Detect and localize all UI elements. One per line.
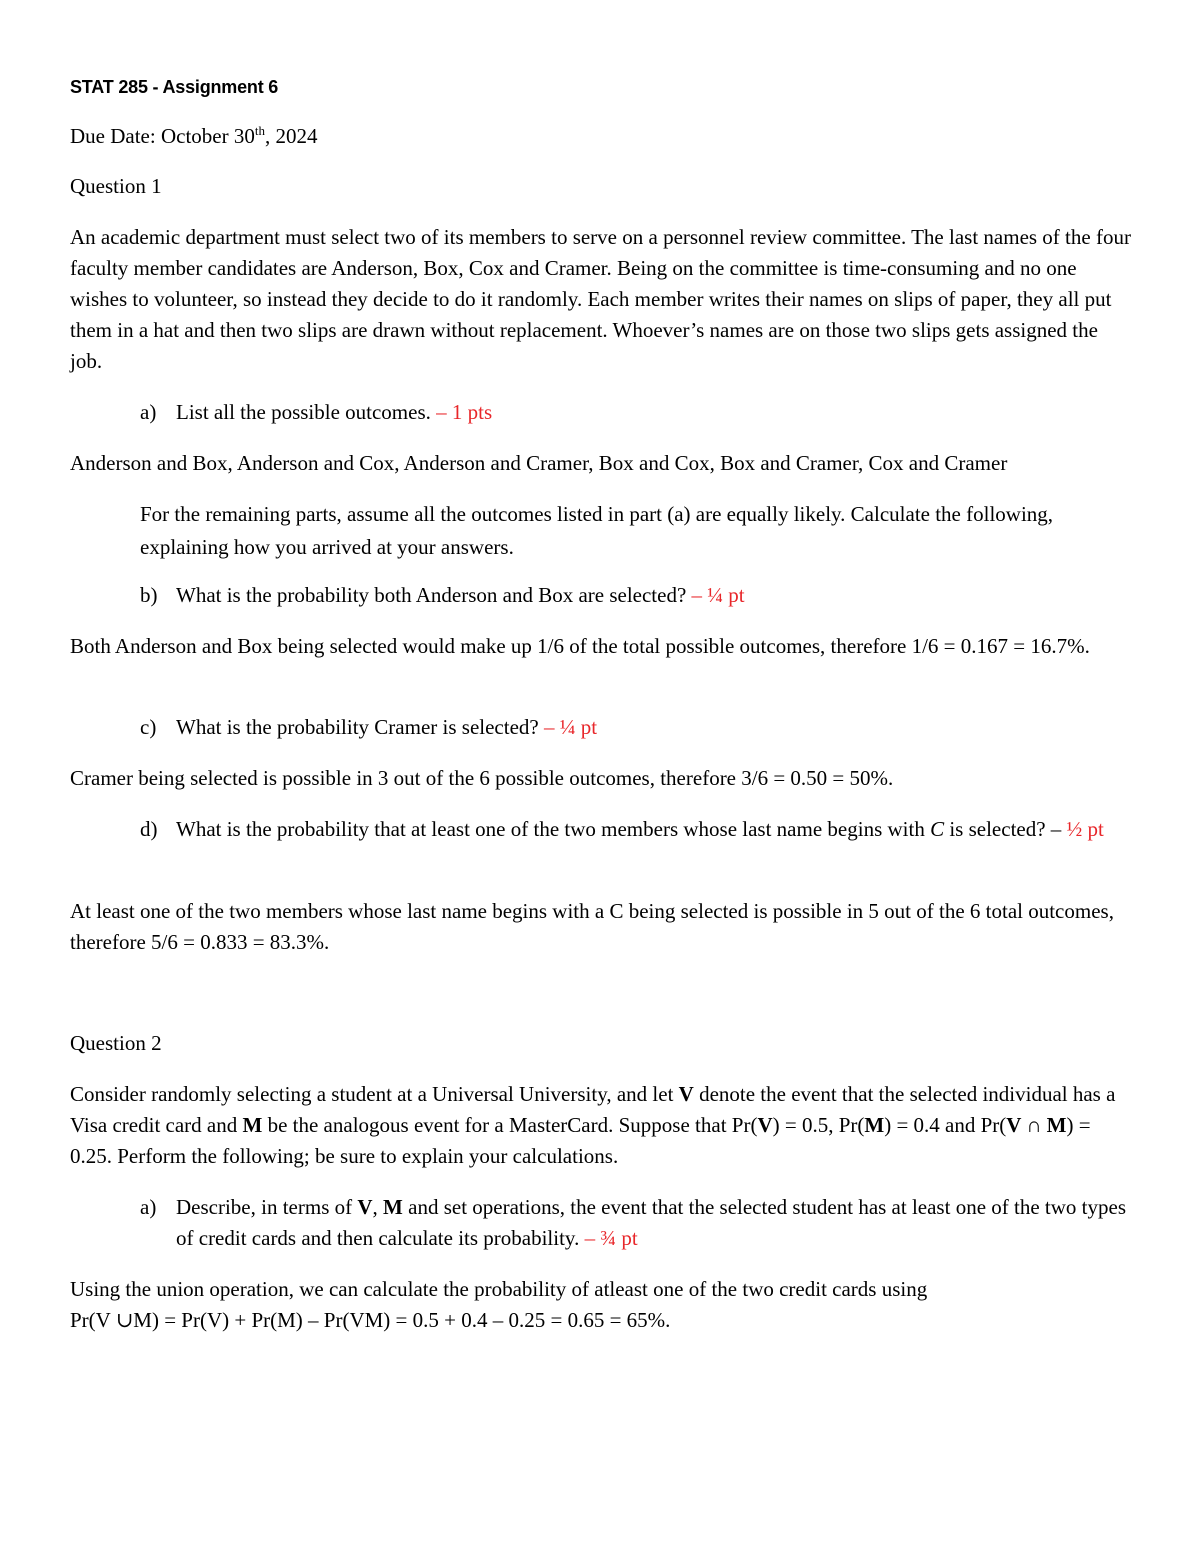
question-2a — [140, 1192, 1130, 1254]
question-1d — [140, 814, 1130, 845]
due-date-suffix: , 2024 — [264, 124, 318, 148]
question-1-intro: An academic department must select two of its members to serve on a personnel review committee. The last names of the four faculty member candidates are Anderson, Box, Cox and Cramer. Being on the committee is time-consuming and no one wishes to volunteer, so instead they decide to do it randomly. Each member writes their names on slips of paper, they all put them in a hat and then two slips are drawn without replacement. Whoever’s names are on those two slips gets assigned the job. — [70, 225, 1131, 373]
question-2-intro-part-3: be the analogous event for a MasterCard. Suppose that Pr( — [262, 1113, 758, 1137]
question-1c-label: c) — [140, 715, 157, 739]
question-1d-label: d) — [140, 817, 158, 841]
question-1a — [140, 397, 1130, 428]
question-1c-prompt: What is the probability Cramer is selected? — [176, 715, 544, 739]
event-v: V — [678, 1082, 694, 1106]
question-1b-points: – ¼ pt — [691, 583, 745, 607]
question-1a-points: – 1 pts — [436, 400, 493, 424]
question-1b — [140, 580, 1130, 611]
question-1d-prompt-start: What is the probability that at least one of the two members whose last name begins with — [176, 817, 931, 841]
question-2a-points: – ¾ pt — [584, 1226, 638, 1250]
question-2a-event-v: V — [357, 1195, 373, 1219]
question-2a-answer — [70, 1274, 1135, 1336]
remaining-parts-note: For the remaining parts, assume all the outcomes listed in part (a) are equally likely. Calculate the following, explaining how you arrived at your answers. — [140, 502, 1054, 559]
question-1a-answer: Anderson and Box, Anderson and Cox, Anderson and Cramer, Box and Cox, Box and Cramer, Cox and Cramer — [70, 451, 1008, 475]
question-2-intro-part-6: ) = 0.25. Perform the following; be sure to explain your calculations. — [70, 1113, 1091, 1168]
question-2-intro-part-5: ) = 0.4 and Pr( — [884, 1113, 1007, 1137]
question-2a-label: a) — [140, 1195, 157, 1219]
event-m-prob: M — [864, 1113, 885, 1137]
question-2-heading: Question 2 — [70, 1031, 162, 1055]
question-1c-points: – ¼ pt — [543, 715, 598, 739]
question-2-intro-part-1: Consider randomly selecting a student at a Universal University, and let — [70, 1082, 679, 1106]
question-1b-answer: Both Anderson and Box being selected would make up 1/6 of the total possible outcomes, therefore 1/6 = 0.167 = 16.7%. — [70, 634, 1090, 658]
event-m: M — [242, 1113, 263, 1137]
question-2a-prompt-end: and set operations, the event that the selected student has at least one of the two types of credit cards and then calculate its probability. — [176, 1195, 1126, 1250]
question-1c — [140, 712, 1130, 743]
question-1a-prompt: List all the possible outcomes. — [176, 400, 437, 424]
question-1d-letter-c: C — [930, 817, 945, 841]
question-2-intro-part-2: denote the event that the selected individual has a Visa credit card and — [70, 1082, 1116, 1137]
question-2-intro — [70, 1079, 1135, 1172]
question-1d-points: ½ pt — [1066, 817, 1104, 841]
question-1b-label: b) — [140, 583, 158, 607]
question-1c-answer: Cramer being selected is possible in 3 out of the 6 possible outcomes, therefore 3/6 = 0.50 = 50%. — [70, 766, 894, 790]
due-date-prefix: Due Date: October 30 — [70, 124, 255, 148]
question-1c-text — [176, 712, 1130, 743]
question-1b-prompt: What is the probability both Anderson and Box are selected? — [176, 583, 692, 607]
question-1b-text — [176, 580, 1130, 611]
event-v-prob: V — [757, 1113, 773, 1137]
question-2-intro-part-4: ) = 0.5, Pr( — [772, 1113, 865, 1137]
question-2a-answer-line-2: Pr(V ∪M) = Pr(V) + Pr(M) – Pr(VM) = 0.5 + 0.4 – 0.25 = 0.65 = 65%. — [70, 1308, 671, 1332]
due-date — [70, 121, 1135, 152]
question-1-heading: Question 1 — [70, 174, 162, 198]
question-1d-text — [176, 814, 1130, 845]
document-title: STAT 285 - Assignment 6 — [70, 77, 279, 97]
question-2a-comma: , — [372, 1195, 384, 1219]
question-1d-answer: At least one of the two members whose last name begins with a C being selected is possible in 5 out of the 6 total outcomes, therefore 5/6 = 0.833 = 83.3%. — [70, 899, 1114, 954]
question-2a-answer-line-1: Using the union operation, we can calculate the probability of atleast one of the two credit cards using — [70, 1277, 928, 1301]
question-1a-text — [176, 397, 1130, 428]
question-2a-event-m: M — [383, 1195, 403, 1219]
question-2a-prompt-start: Describe, in terms of — [176, 1195, 358, 1219]
due-date-superscript: th — [254, 123, 265, 138]
question-2a-text — [176, 1192, 1130, 1254]
event-v-and-m: V ∩ M — [1006, 1113, 1067, 1137]
question-1d-prompt-end: is selected? – — [944, 817, 1067, 841]
question-1a-label: a) — [140, 400, 157, 424]
